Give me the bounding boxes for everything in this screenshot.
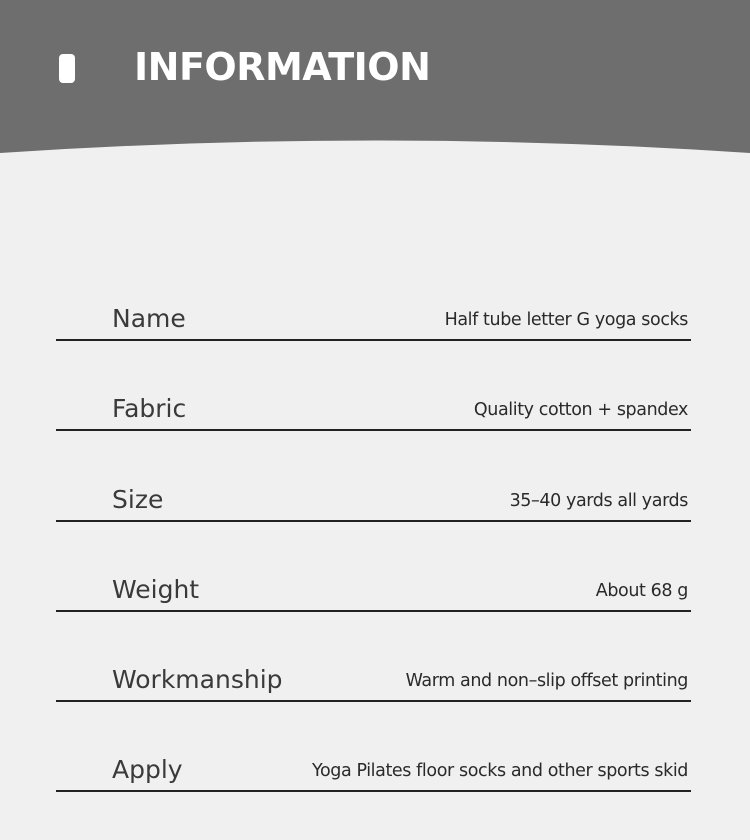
spec-value: Quality cotton + spandex: [473, 400, 688, 420]
spec-row-size: [56, 476, 691, 522]
spec-row-fabric: [56, 385, 691, 431]
spec-label: Apply: [112, 755, 183, 784]
spec-label: Workmanship: [112, 665, 283, 694]
spec-row-name: [56, 295, 691, 341]
spec-row-weight: [56, 566, 691, 612]
spec-row-apply: [56, 746, 691, 792]
page-title: INFORMATION: [134, 45, 431, 89]
spec-value: Warm and non–slip offset printing: [405, 671, 688, 691]
spec-label: Size: [112, 485, 164, 514]
spec-label: Name: [112, 304, 186, 333]
spec-value: 35–40 yards all yards: [509, 491, 688, 511]
spec-value: About 68 g: [595, 581, 688, 601]
spec-value: Yoga Pilates floor socks and other sports skid: [311, 761, 688, 781]
spec-value: Half tube letter G yoga socks: [444, 310, 688, 330]
spec-row-workmanship: [56, 656, 691, 702]
spec-label: Weight: [112, 575, 200, 604]
spec-label: Fabric: [112, 394, 187, 423]
